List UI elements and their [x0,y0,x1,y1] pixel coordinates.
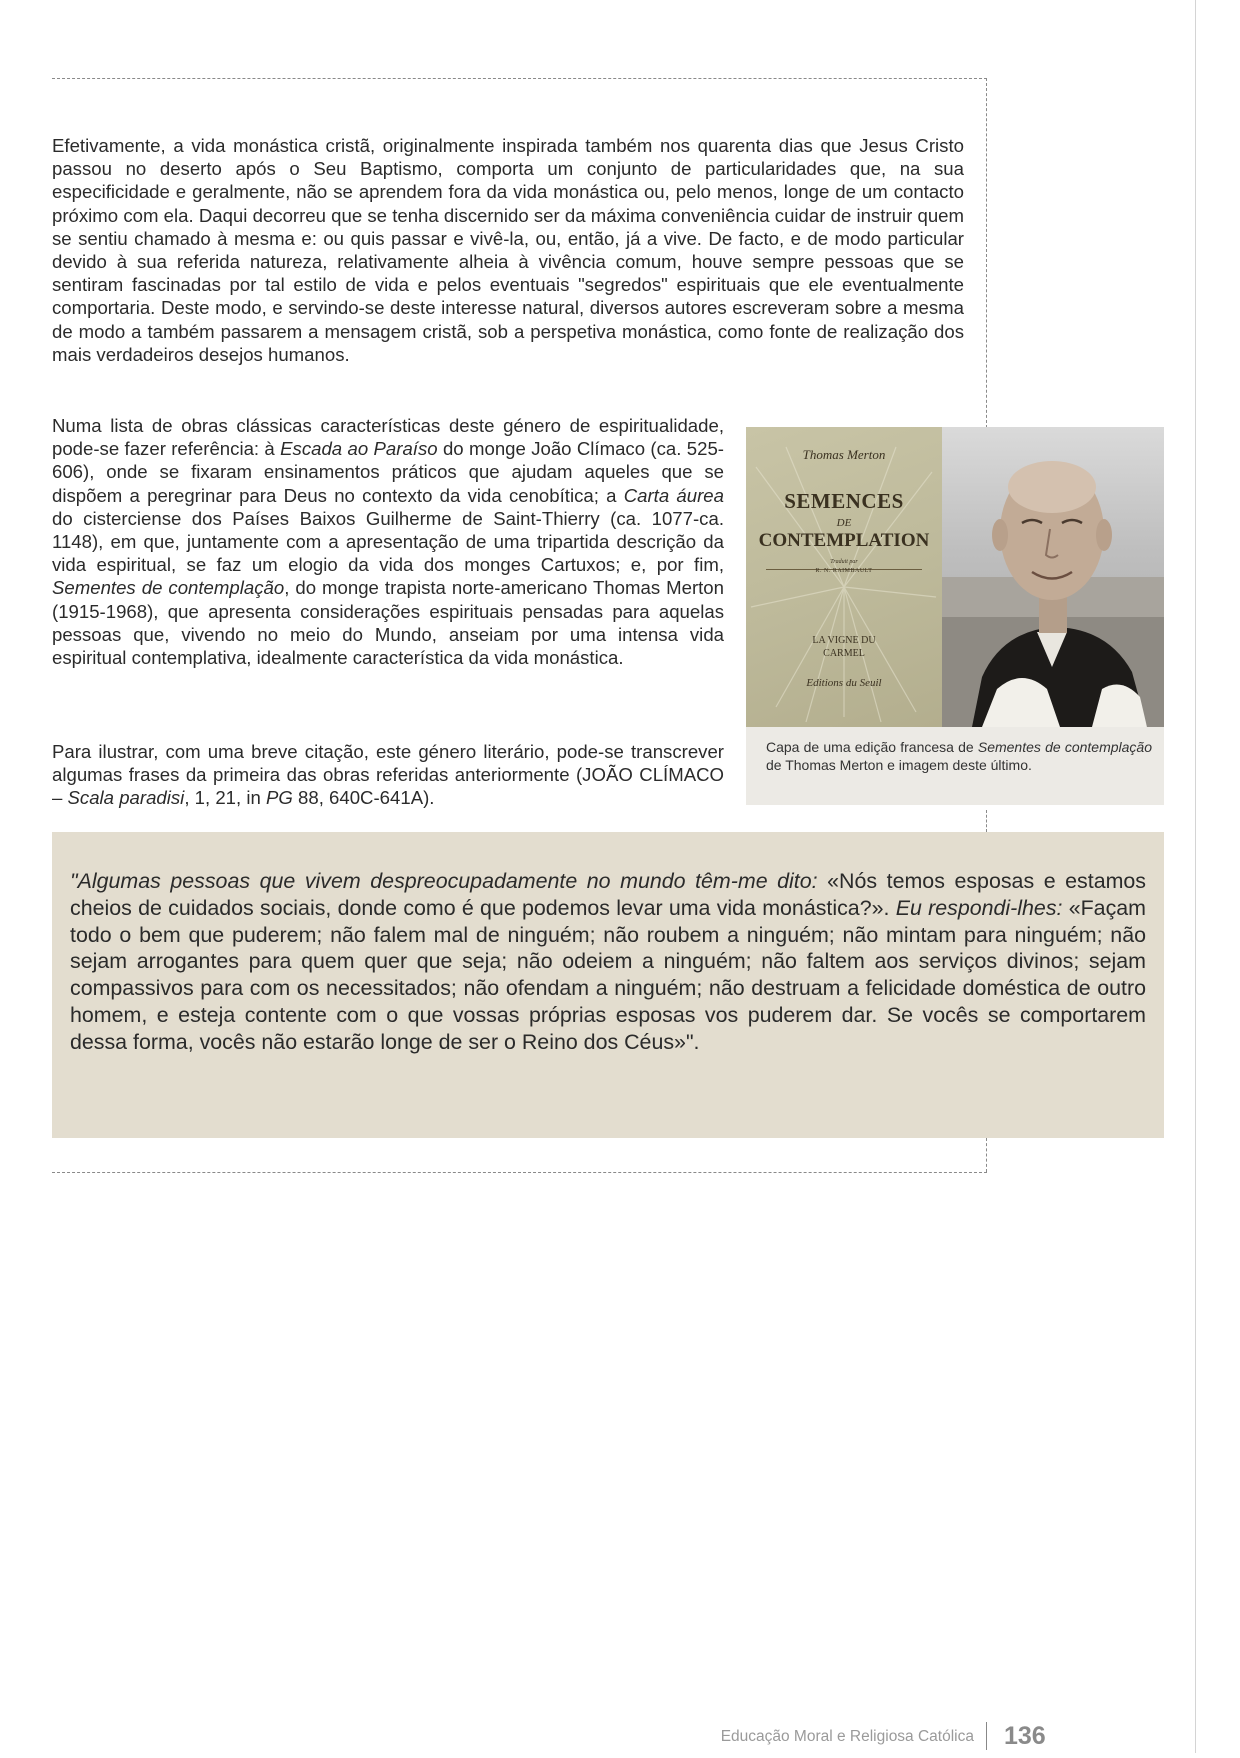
quote-answer-intro: Eu respondi-lhes: [895,895,1063,920]
dashed-frame-top [52,78,987,79]
page-footer [600,1722,1200,1758]
cover-title-line1: SEMENCES [784,489,904,513]
cover-translator-name: R. N. RAIMBAULT [815,568,873,574]
dashed-frame-right-middle [986,810,987,832]
figure-box [746,427,1164,805]
dashed-frame-right-upper [986,78,987,433]
cover-publisher: Editions du Seuil [806,677,882,689]
quote-answer: «Façam todo o bem que puderem; não falem mal de ninguém; não roubem a ninguém; não mintam para ninguém; não sejam arrogantes para quem quer que seja; não odeiem a ninguém; não faltem aos serviços divinos; sejam compassivos para com os necessitados; não ofendam a ninguém; não destruam a felicidade doméstica de outro homem, e esteja contente com o que vossas próprias esposas vos puderem dar. Se vocês se comportarem dessa forma, vocês não estarão longe de ser o Reino dos Céus»". [70,895,1146,1054]
cover-author: Thomas Merton [802,447,886,462]
quote-intro: "Algumas pessoas que vivem despreocupadamente no mundo têm-me dito: [70,869,818,893]
page-edge-rule [1195,0,1196,1753]
book-cover-image [746,427,942,727]
works-text-3: do cisterciense dos Países Baixos Guilherme de Saint-Thierry (ca. 1077-ca. 1148), em que, juntamente com a apresentação de uma tripartida descrição da vida espiritual, se faz um elogio da vida dos monges Cartuxos; e, por fim, [52,507,724,576]
dashed-frame-right-lower [986,1138,987,1172]
footer-separator [986,1722,987,1750]
work-title-sementes: Sementes de contemplação [52,577,285,599]
citation-text-1: Para ilustrar, com uma breve citação, este género literário, pode-se transcrever algumas frases da primeira das obras referidas anteriormente (JOÃO CLÍMACO – [52,741,724,809]
merton-portrait-image [942,427,1164,727]
quote-text [70,868,1146,1056]
citation-text-3: 88, 640C-641A). [292,787,435,809]
intro-paragraph: Efetivamente, a vida monástica cristã, originalmente inspirada também nos quarenta dias que Jesus Cristo passou no deserto após o Seu Baptismo, comporta um conjunto de particularidades que, na sua especificidade e geralmente, não se aprendem fora da vida monástica ou, pelo menos, longe de um contacto próximo com ela. Daqui decorreu que se tenha discernido ser da máxima conveniência cuidar de instruir quem se sentiu chamado à mesma e: ou quis passar e vivê-la, ou, então, já a vive. De facto, e de modo particular devido à sua referida natureza, relativamente alheia à vivência comum, houve sempre pessoas que se sentiram fascinadas por tal estilo de vida e pelos eventuais "segredos" espirituais que ele eventualmente comportaria. Deste modo, e servindo-se deste interesse natural, diversos autores escreveram sobre a mesma de modo a também passarem a mensagem cristã, sob a perspetiva monástica, como fonte de realização dos mais verdadeiros desejos humanos. [52,135,964,365]
page-number: 136 [1004,1722,1046,1750]
caption-text-2: de Thomas Merton e imagem deste último. [766,756,1032,773]
works-text-4: , do monge trapista norte-americano Thomas Merton (1915-1968), que apresenta considerações espirituais pensadas para aquelas pessoas que, vivendo no meio do Mundo, anseiam por uma intensa vida espiritual contemplativa, idealmente característica da vida monástica. [52,577,724,669]
cover-title-line3: CONTEMPLATION [758,530,930,551]
citation-pg: PG [265,787,293,809]
cover-title-line2: DE [836,517,852,529]
figure-caption [766,739,1152,774]
citation-text-2: , 1, 21, in [184,787,266,809]
portrait-drawing [942,427,1164,727]
works-text-1: Numa lista de obras clássicas características deste género de espiritualidade, pode-se fazer referência: à [52,415,724,460]
quote-question: «Nós temos esposas e estamos cheios de cuidados sociais, donde como é que podemos levar uma vida monástica?». [70,869,1146,920]
works-text-2: do monge João Clímaco (ca. 525-606), onde se fixaram ensinamentos práticos que ajudam aqueles que se dispõem a peregrinar para Deus no contexto da vida cenobítica; a [52,438,724,506]
citation-intro-paragraph [52,740,724,810]
dashed-frame-bottom [52,1172,987,1173]
work-title-carta: Carta áurea [623,484,724,506]
caption-text-1: Capa de uma edição francesa de [766,739,978,755]
work-title-escada: Escada ao Paraíso [280,438,438,460]
caption-work-title: Sementes de contemplação [977,739,1152,755]
cover-translator-label: Traduit par [830,559,858,565]
footer-book-title: Educação Moral e Religiosa Católica [720,1728,974,1745]
works-paragraph [52,414,724,669]
citation-work: Scala paradisi [67,787,185,809]
cover-collection-line1: LA VIGNE DU [812,635,876,646]
cover-collection-line2: CARMEL [823,648,865,659]
quote-box [52,832,1164,1138]
